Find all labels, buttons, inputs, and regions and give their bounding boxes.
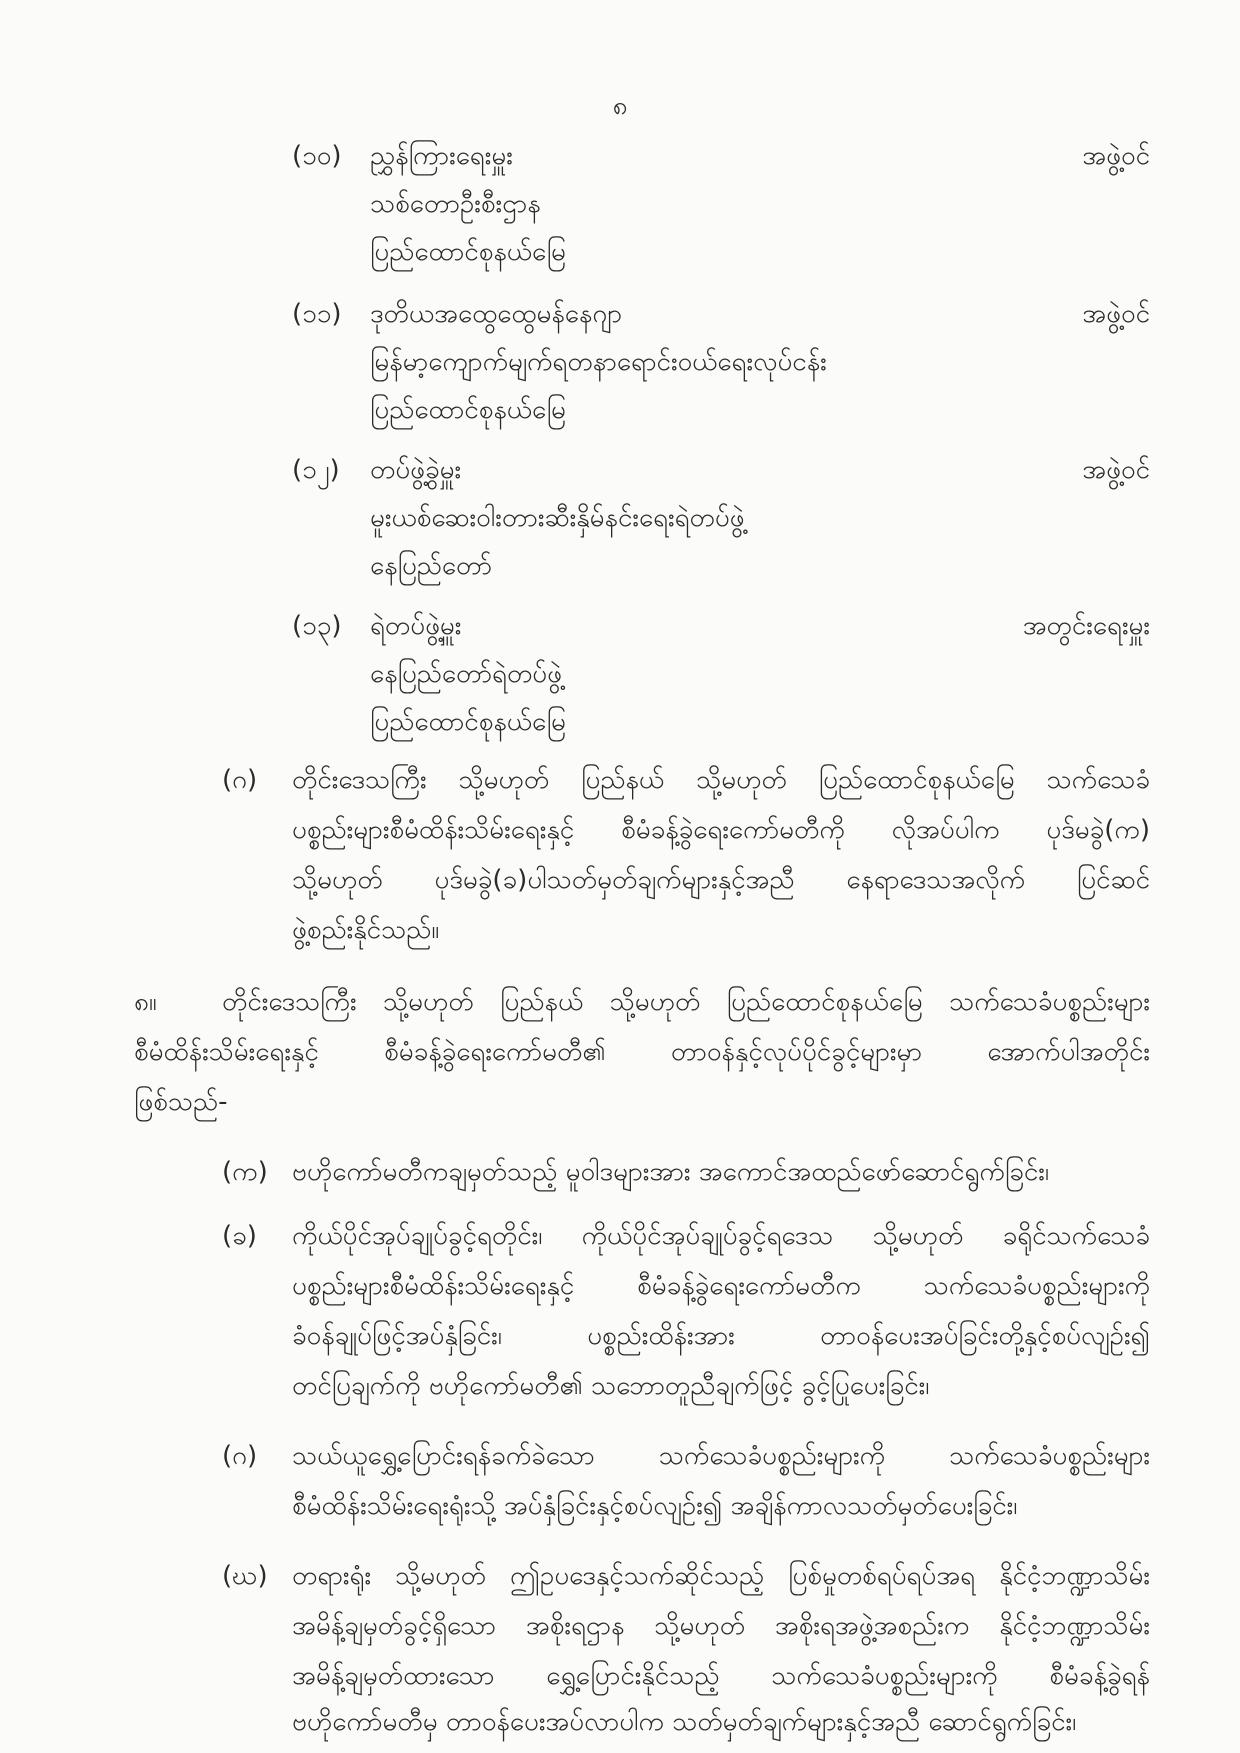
member-department: မြန်မာ့ကျောက်မျက်ရတနာရောင်းဝယ်ရေးလုပ်ငန်း: [370, 347, 827, 377]
clause-line: ခံဝန်ချုပ်ဖြင့်အပ်နှံခြင်း၊ ပစ္စည်းထိန်းအား တာဝန်ပေးအပ်ခြင်းတို့နှင့်စပ်လျဉ်း၍: [292, 1321, 1150, 1351]
section-line: ဖြစ်သည်-: [134, 1087, 228, 1117]
member-location: ပြည်ထောင်စုနယ်မြေ: [370, 237, 566, 267]
paragraph-line: သို့မဟုတ် ပုဒ်မခွဲ(ခ)ပါသတ်မှတ်ချက်များနှင့်အညီ နေရာဒေသအလိုက် ပြင်ဆင်: [292, 865, 1150, 895]
member-number: (၁၂): [292, 455, 340, 485]
member-number: (၁၀): [292, 141, 342, 171]
member-title: ညွှန်ကြားရေးမှူး: [370, 141, 513, 171]
member-department: မူးယစ်ဆေးဝါးတားဆီးနှိမ်နင်းရေးရဲတပ်ဖွဲ့: [370, 503, 745, 533]
member-role: အတွင်းရေးမှူး: [1022, 611, 1150, 641]
clause-number: (က): [222, 1157, 268, 1187]
member-title: ရဲတပ်ဖွဲ့မှူး: [370, 611, 462, 641]
member-department: သစ်တောဦးစီးဌာန: [370, 189, 541, 219]
page-number: ၈: [612, 91, 628, 121]
clause-line: ဗဟိုကော်မတီကချမှတ်သည့် မူဝါဒများအား အကောင်အထည်ဖော်ဆောင်ရွက်ခြင်း၊: [292, 1157, 1049, 1187]
member-role: အဖွဲ့ဝင်: [1082, 141, 1150, 171]
member-number: (၁၃): [292, 611, 342, 641]
member-department: နေပြည်တော်ရဲတပ်ဖွဲ့: [370, 659, 562, 689]
clause-line: စီမံထိန်းသိမ်းရေးရုံးသို့ အပ်နှံခြင်းနှင့်စပ်လျဉ်း၍ အချိန်ကာလသတ်မှတ်ပေးခြင်း၊: [292, 1491, 1018, 1521]
member-title: တပ်ဖွဲ့ခွဲမှူး: [370, 455, 462, 485]
section-line: စီမံထိန်းသိမ်းရေးနှင့် စီမံခန့်ခွဲရေးကော်မတီ၏ တာဝန်နှင့်လုပ်ပိုင်ခွင့်များမှာ အောက်ပါအတိုင်း: [134, 1037, 1150, 1067]
paragraph-line: တိုင်းဒေသကြီး သို့မဟုတ် ပြည်နယ် သို့မဟုတ် ပြည်ထောင်စုနယ်မြေ သက်သေခံ: [292, 765, 1150, 795]
member-role: အဖွဲ့ဝင်: [1082, 455, 1150, 485]
clause-number: (ခ): [222, 1221, 257, 1251]
paragraph-line: ဖွဲ့စည်းနိုင်သည်။: [292, 915, 440, 945]
clause-line: သယ်ယူရွှေ့ပြောင်းရန်ခက်ခဲသော သက်သေခံပစ္စည်းများကို သက်သေခံပစ္စည်းများ: [292, 1441, 1150, 1471]
clause-line: ပစ္စည်းများစီမံထိန်းသိမ်းရေးနှင့် စီမံခန့်ခွဲရေးကော်မတီက သက်သေခံပစ္စည်းများကို: [292, 1271, 1150, 1301]
section-number: ၈။: [134, 987, 157, 1017]
clause-line: တင်ပြချက်ကို ဗဟိုကော်မတီ၏ သဘောတူညီချက်ဖြင့် ခွင့်ပြုပေးခြင်း၊: [292, 1371, 930, 1401]
clause-line: ဗဟိုကော်မတီမှ တာဝန်ပေးအပ်လာပါက သတ်မှတ်ချက်များနှင့်အညီ ဆောင်ရွက်ခြင်း၊: [292, 1707, 1077, 1737]
paragraph-line: ပစ္စည်းများစီမံထိန်းသိမ်းရေးနှင့် စီမံခန့်ခွဲရေးကော်မတီကို လိုအပ်ပါက ပုဒ်မခွဲ(က): [292, 815, 1150, 845]
member-location: ပြည်ထောင်စုနယ်မြေ: [370, 395, 566, 425]
clause-number: (ဂ): [222, 1441, 258, 1471]
paragraph-number: (ဂ): [222, 765, 258, 795]
member-location: နေပြည်တော်: [370, 551, 493, 581]
section-line: တိုင်းဒေသကြီး သို့မဟုတ် ပြည်နယ် သို့မဟုတ် ပြည်ထောင်စုနယ်မြေ သက်သေခံပစ္စည်းများ: [222, 987, 1150, 1017]
clause-line: အမိန့်ချမှတ်ထားသော ရွှေ့ပြောင်းနိုင်သည့် သက်သေခံပစ္စည်းများကို စီမံခန့်ခွဲရန်: [292, 1661, 1150, 1691]
clause-number: (ဃ): [222, 1561, 268, 1591]
member-title: ဒုတိယအထွေထွေမန်နေဂျာ: [370, 299, 623, 329]
member-number: (၁၁): [292, 299, 342, 329]
member-location: ပြည်ထောင်စုနယ်မြေ: [370, 707, 566, 737]
member-role: အဖွဲ့ဝင်: [1082, 299, 1150, 329]
clause-line: ကိုယ်ပိုင်အုပ်ချုပ်ခွင့်ရတိုင်း၊ ကိုယ်ပိုင်အုပ်ချုပ်ခွင့်ရဒေသ သို့မဟုတ် ခရိုင်သက်သေခံ: [292, 1221, 1150, 1251]
clause-line: အမိန့်ချမှတ်ခွင့်ရှိသော အစိုးရဌာန သို့မဟုတ် အစိုးရအဖွဲ့အစည်းက နိုင်ငံ့ဘဏ္ဍာသိမ်း: [292, 1611, 1150, 1641]
clause-line: တရားရုံး သို့မဟုတ် ဤဥပဒေနှင့်သက်ဆိုင်သည့် ပြစ်မှုတစ်ရပ်ရပ်အရ နိုင်ငံ့ဘဏ္ဍာသိမ်း: [292, 1561, 1150, 1591]
